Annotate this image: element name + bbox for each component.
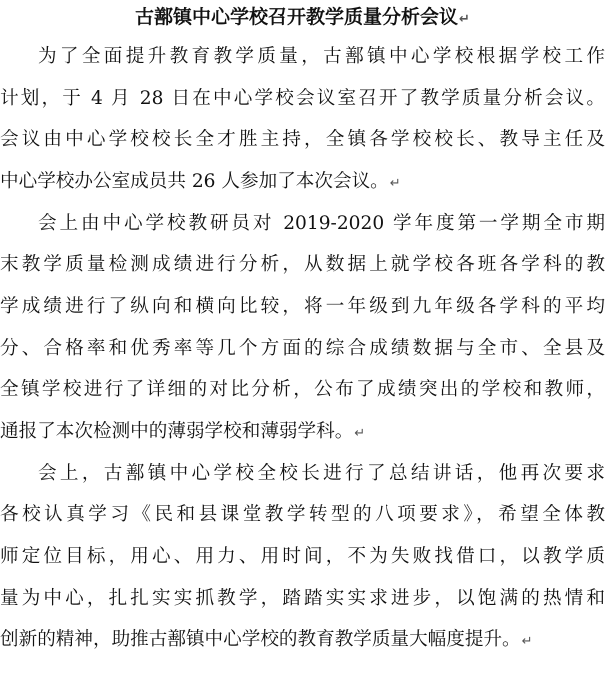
paragraph-2-line-3: 学成绩进行了纵向和横向比较，将一年级到九年级各学科的平均 — [0, 296, 605, 317]
paragraph-mark-icon: ↵ — [521, 634, 533, 649]
paragraph-mark-icon: ↵ — [459, 12, 470, 27]
paragraph-2-line-6-text: 通报了本次检测中的薄弱学校和薄弱学科。 — [0, 421, 354, 442]
paragraph-1-line-3: 会议由中心学校校长全才胜主持，全镇各学校校长、教导主任及 — [0, 129, 605, 150]
document-title — [0, 4, 605, 33]
paragraph-1-line-4-text: 中心学校办公室成员共 26 人参加了本次会议。 — [0, 171, 389, 192]
paragraph-3-line-2: 各校认真学习《民和县课堂教学转型的八项要求》，希望全体教 — [0, 504, 605, 525]
paragraph-mark-icon: ↵ — [389, 176, 401, 191]
paragraph-1-line-2: 计划，于 4 月 28 日在中心学校会议室召开了教学质量分析会议。 — [0, 88, 605, 109]
paragraph-2-line-1: 会上由中心学校教研员对 2019-2020 学年度第一学期全市期 — [38, 213, 605, 234]
paragraph-3-line-1: 会上，古鄯镇中心学校全校长进行了总结讲话，他再次要求 — [38, 463, 605, 484]
title-text: 古鄯镇中心学校召开教学质量分析会议 — [135, 6, 459, 28]
paragraph-2-line-5: 全镇学校进行了详细的对比分析，公布了成绩突出的学校和教师， — [0, 379, 605, 400]
paragraph-3-line-3: 师定位目标，用心、用力、用时间，不为失败找借口，以教学质 — [0, 546, 605, 567]
paragraph-3-line-4: 量为中心，扎扎实实抓教学，踏踏实实求进步，以饱满的热情和 — [0, 588, 605, 609]
paragraph-3-line-5-text: 创新的精神，助推古鄯镇中心学校的教育教学质量大幅度提升。 — [0, 629, 521, 650]
paragraph-2-line-2: 末教学质量检测成绩进行分析，从数据上就学校各班各学科的教 — [0, 254, 605, 275]
paragraph-1-line-4 — [0, 169, 605, 197]
paragraph-1-line-1: 为了全面提升教育教学质量，古鄯镇中心学校根据学校工作 — [38, 46, 605, 67]
paragraph-2-line-4: 分、合格率和优秀率等几个方面的综合成绩数据与全市、全县及 — [0, 338, 605, 359]
paragraph-3-line-5 — [0, 627, 605, 655]
paragraph-mark-icon: ↵ — [354, 426, 366, 441]
paragraph-2-line-6 — [0, 419, 605, 447]
